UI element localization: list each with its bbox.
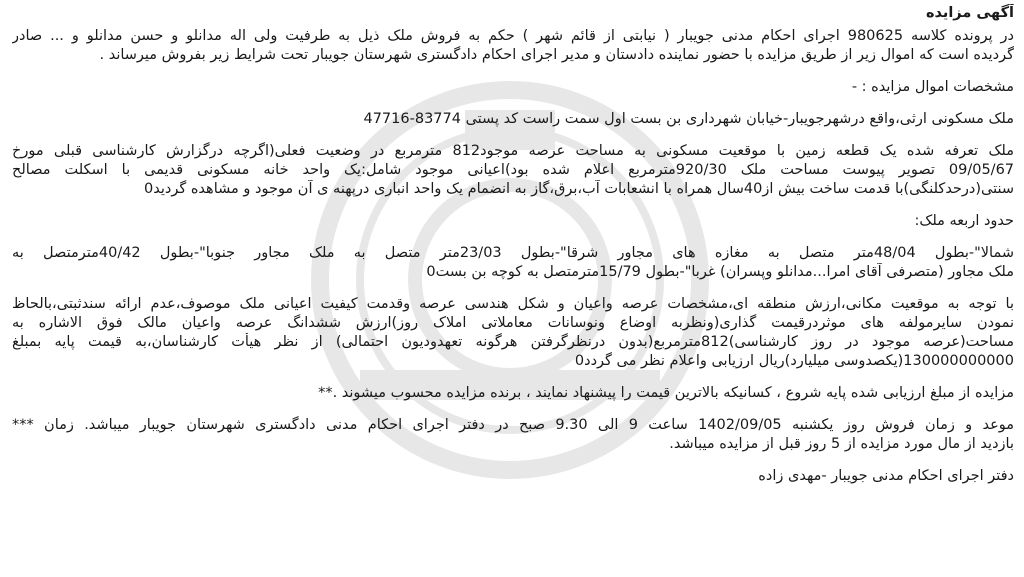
valuation-line-4: 130000000000(یکصدوسی میلیارد)ریال ارزیابی واعلام نظر می گردد0 [574,353,1014,369]
intro-line-1: در پرونده کلاسه 980625 اجرای احکام مدنی جویبار ( نیابتی از قائم شهر ) حکم به فروش ملک ذیل به طرفیت ولی اله مدانلو و حسن مدانلو و ... صادر [12,28,1014,44]
intro-line-2: گردیده است که اموال زیر از طریق مزایده با حضور نماینده دادستان و مدیر اجرای احکام دادگستری شهرستان جویبار تحت شرایط زیر بفروش میرساند . [99,47,1014,63]
auction-rule: مزایده از مبلغ ارزیابی شده پایه شروع ، کسانیکه بالاترین قیمت را پیشنهاد نمایند ، برنده مزایده محسوب میشوند .** [318,385,1014,401]
notice-title: آگهی مزایده [925,5,1014,21]
schedule-line-1: موعد و زمان فروش روز یکشنبه 1402/09/05 ساعت 9 الی 9.30 صبح در دفتر اجرای احکام مدنی دادگستری شهرستان جویبار میباشد. زمان *** [12,417,1014,433]
description-line-2: 09/05/67 تصویر پیوست مساحت ملک 920/30مترمربع اعلام شده بود)اعیانی موجود شامل:یک واحد خانه مسکونی قدیمی با اسکلت مصالح [12,162,1014,178]
description-line-1: ملک تعرفه شده یک قطعه زمین با موقعیت مسکونی به مساحت عرصه موجود812 مترمربع در وضعیت فعلی(اگرچه درگزارش کارشناسی قبلی مورخ [12,143,1014,159]
borders-line-1: شمالا"-بطول 48/04متر متصل به مغازه های مجاور شرقا"-بطول 23/03متر متصل به ملک مجاور جنوبا"-بطول 40/42مترمتصل به [12,245,1014,261]
signature: دفتر اجرای احکام مدنی جویبار -مهدی زاده [758,468,1014,484]
valuation-line-1: با توجه به موقعیت مکانی،ارزش منطقه ای،مشخصات عرصه واعیان و شکل هندسی عرصه وقدمت کیفیت اعیانی ملک موصوف،عدم ارائه سندثبتی،بالحاظ [12,296,1014,312]
schedule-line-2: بازدید از مال مورد مزایده از 5 روز قبل از مزایده میباشد. [669,436,1014,452]
valuation-line-2: نمودن سایرمولفه های موثردرقیمت گذاری(ونظربه اوضاع ونوسانات معاملاتی املاک روز)ارزش ششدانگ عرصه واعیان مالک فوق الاشاره به [12,315,1014,331]
valuation-line-3: مساحت(عرصه موجود در روز کارشناسی)812مترمربع(بدون درنظرگرفتن هرگونه تعهدودیون احتمالی) از نظر هیأت کارشناسان،به قیمت پایه بمبلغ [12,334,1014,350]
specs-heading: مشخصات اموال مزایده : - [851,79,1014,95]
borders-heading: حدود اربعه ملک: [914,213,1014,229]
borders-line-2: ملک مجاور (متصرفی آقای امرا...مدانلو وپسران) غربا"-بطول 15/79مترمتصل به کوچه بن بست0 [426,264,1014,280]
description-line-3: سنتی(درحدکلنگی)با قدمت ساخت بیش از40سال همراه با انشعابات آب،برق،گاز به انضمام یک واحد انباری درپهنه ی آن موجود و مشاهده گردید0 [143,181,1014,197]
property-line: ملک مسکونی ارثی،واقع درشهرجویبار-خیابان شهرداری بن بست اول سمت راست کد پستی 83774-47716 [363,111,1014,127]
